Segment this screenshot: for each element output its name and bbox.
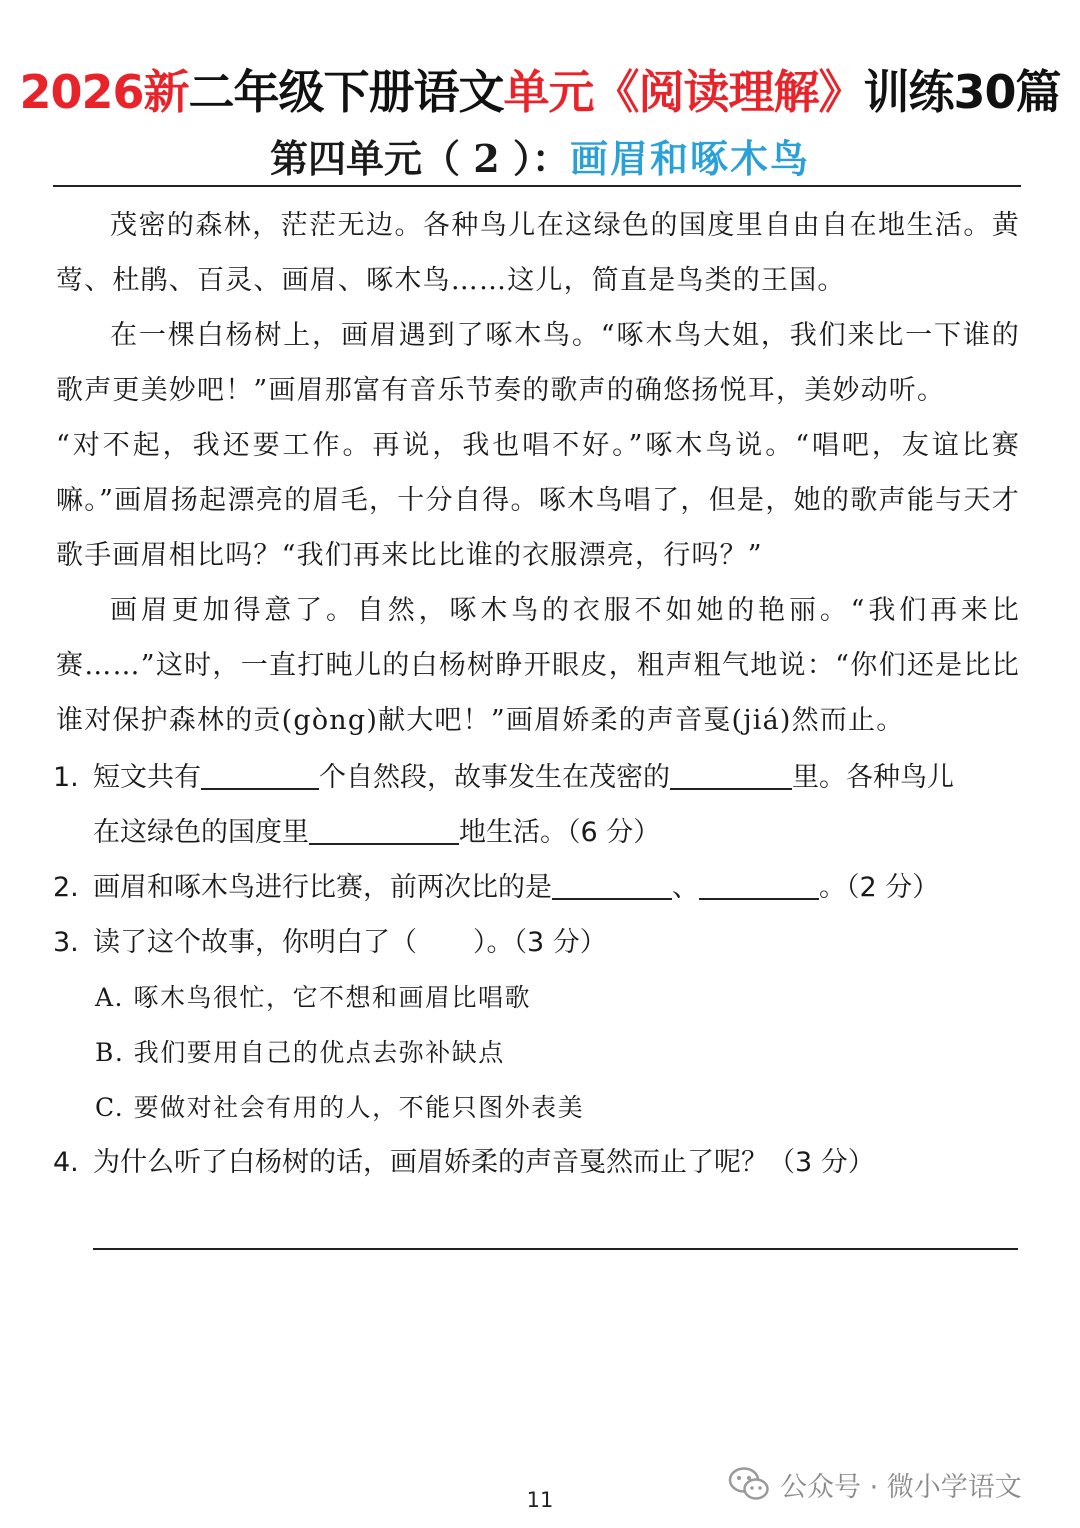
- question-text: ）。（3 分）: [473, 927, 607, 958]
- unit-label: 第四单元（ 2 ）：: [270, 136, 570, 181]
- title-count: 训练30篇: [863, 65, 1061, 119]
- question-text: 画眉和啄木鸟进行比赛，前两次比的是: [93, 872, 552, 903]
- title-year: 2026新: [19, 65, 189, 119]
- option-c: C. 要做对社会有用的人，不能只图外表美: [95, 1093, 585, 1122]
- option-b: B. 我们要用自己的优点去弥补缺点: [95, 1038, 505, 1067]
- answer-blank-contest-1[interactable]: [552, 866, 672, 900]
- question-number: 2.: [53, 872, 79, 903]
- answer-blank-manner[interactable]: [309, 811, 459, 845]
- question-number: 4.: [53, 1147, 79, 1178]
- passage-paragraph-1: 茂密的森林，茫茫无边。各种鸟儿在这绿色的国度里自由自在地生活。黄莺、杜鹃、百灵、画眉、啄木鸟……这儿，简直是鸟类的王国。: [56, 210, 1020, 296]
- passage-paragraph-4: 画眉更加得意了。自然，啄木鸟的衣服不如她的艳丽。“我们再来比赛……”这时，一直打盹儿的白杨树睁开眼皮，粗声粗气地说：“你们还是比比谁对保护森林的贡(gòng)献大吧！”画眉娇柔的声音戛(jiá)然而止。: [56, 595, 1020, 736]
- question-text: 地生活。（6 分）: [459, 817, 661, 848]
- question-3: [53, 915, 1021, 970]
- lesson-heading: [0, 134, 1080, 184]
- worksheet-title: [0, 62, 1080, 122]
- answer-blank-location[interactable]: [670, 756, 792, 790]
- question-text: 在这绿色的国度里: [93, 817, 309, 848]
- watermark-text: 公众号 · 微小学语文: [780, 1471, 1022, 1503]
- question-list: [53, 750, 1021, 1190]
- question-2: [53, 860, 1021, 915]
- question-text: 短文共有: [93, 762, 201, 793]
- question-text: 为什么听了白杨树的话，画眉娇柔的声音戛然而止了呢？（3 分）: [93, 1147, 875, 1178]
- question-text: 、: [672, 872, 699, 903]
- passage-paragraph-2: 在一棵白杨树上，画眉遇到了啄木鸟。“啄木鸟大姐，我们来比一下谁的歌声更美妙吧！”画眉那富有音乐节奏的歌声的确悠扬悦耳，美妙动听。: [56, 320, 1020, 406]
- title-series: 单元《阅读理解》: [503, 65, 864, 119]
- lesson-title: 画眉和啄木鸟: [569, 136, 810, 181]
- question-number: 3.: [53, 927, 79, 958]
- page-number: 11: [526, 1488, 554, 1512]
- question-text: 里。各种鸟儿: [792, 762, 954, 793]
- option-a: A. 啄木鸟很忙，它不想和画眉比唱歌: [95, 983, 531, 1012]
- question-4: [53, 1135, 1021, 1190]
- answer-blank-contest-2[interactable]: [699, 866, 819, 900]
- reading-passage: [56, 198, 1020, 748]
- answer-line-q4[interactable]: [93, 1248, 1018, 1250]
- answer-blank-paragraph-count[interactable]: [201, 756, 319, 790]
- passage-paragraph-3: “对不起，我还要工作。再说，我也唱不好。”啄木鸟说。“唱吧，友谊比赛嘛。”画眉扬起漂亮的眉毛，十分自得。啄木鸟唱了，但是，她的歌声能与天才歌手画眉相比吗？“我们再来比比谁的衣服漂亮，行吗？”: [56, 430, 1020, 571]
- question-text: 个自然段，故事发生在茂密的: [319, 762, 670, 793]
- question-text: 。（2 分）: [819, 872, 940, 903]
- header-divider: [53, 185, 1021, 187]
- question-text: 读了这个故事，你明白了（: [93, 927, 417, 958]
- title-grade: 二年级下册语文: [188, 65, 504, 119]
- question-1: [53, 750, 1021, 860]
- question-number: 1.: [53, 762, 79, 793]
